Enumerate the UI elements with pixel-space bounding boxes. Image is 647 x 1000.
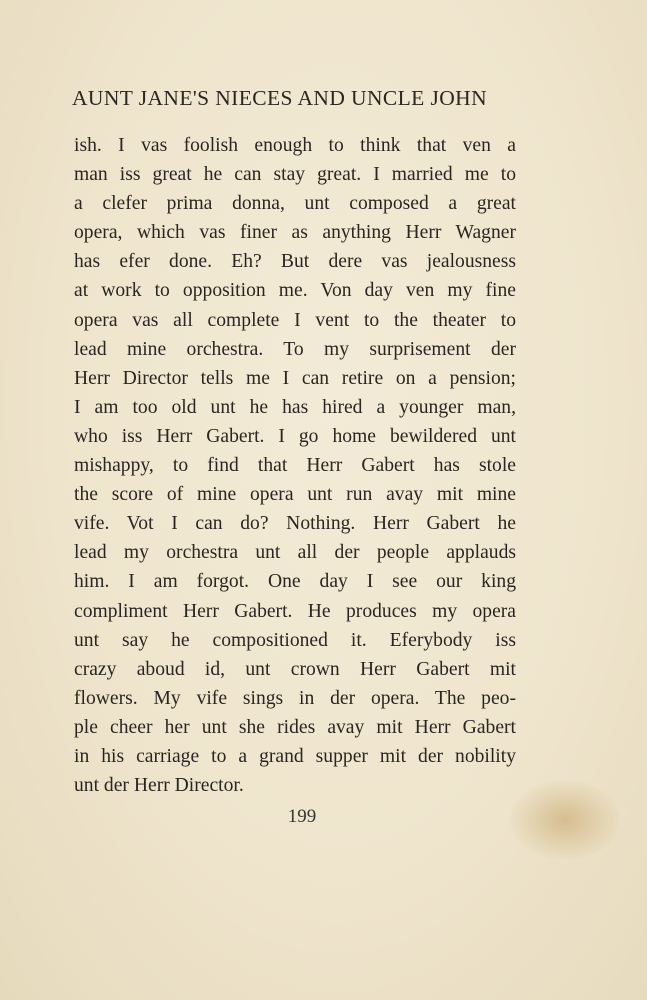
- text-line: who iss Herr Gabert. I go home bewildered unt: [74, 425, 516, 447]
- text-line: ple cheer her unt she rides avay mit Herr Gabert: [74, 716, 516, 738]
- text-line: lead my orchestra unt all der people applauds: [74, 542, 516, 564]
- text-line: at work to opposition me. Von day ven my fine: [74, 280, 516, 302]
- text-line: the score of mine opera unt run avay mit mine: [74, 484, 516, 506]
- text-line: a clefer prima donna, unt composed a great: [74, 193, 516, 215]
- page-number: 199: [287, 806, 317, 827]
- text-line: crazy aboud id, unt crown Herr Gabert mit: [74, 658, 516, 680]
- body-text: [74, 131, 516, 800]
- running-head: AUNT JANE'S NIECES AND UNCLE JOHN: [72, 86, 488, 110]
- text-line: mishappy, to find that Herr Gabert has stole: [74, 455, 516, 477]
- text-line: I am too old unt he has hired a younger man,: [74, 396, 516, 418]
- text-line: has efer done. Eh? But dere vas jealousness: [74, 251, 516, 273]
- text-line: him. I am forgot. One day I see our king: [74, 571, 516, 593]
- text-line: lead mine orchestra. To my surprisement der: [74, 338, 516, 360]
- text-line: compliment Herr Gabert. He produces my opera: [74, 600, 516, 622]
- text-line: flowers. My vife sings in der opera. The peo-: [74, 687, 516, 709]
- text-line: opera vas all complete I vent to the theater to: [74, 309, 516, 331]
- text-line: Herr Director tells me I can retire on a pension;: [74, 367, 516, 389]
- text-line: ish. I vas foolish enough to think that ven a: [74, 135, 516, 156]
- text-line: in his carriage to a grand supper mit der nobility: [74, 745, 516, 767]
- text-line: vife. Vot I can do? Nothing. Herr Gabert he: [74, 513, 516, 535]
- text-line: opera, which vas finer as anything Herr Wagner: [74, 222, 516, 244]
- text-line: man iss great he can stay great. I married me to: [74, 164, 516, 186]
- text-line: unt say he compositioned it. Eferybody iss: [74, 629, 516, 651]
- text-line: unt der Herr Director.: [74, 775, 244, 797]
